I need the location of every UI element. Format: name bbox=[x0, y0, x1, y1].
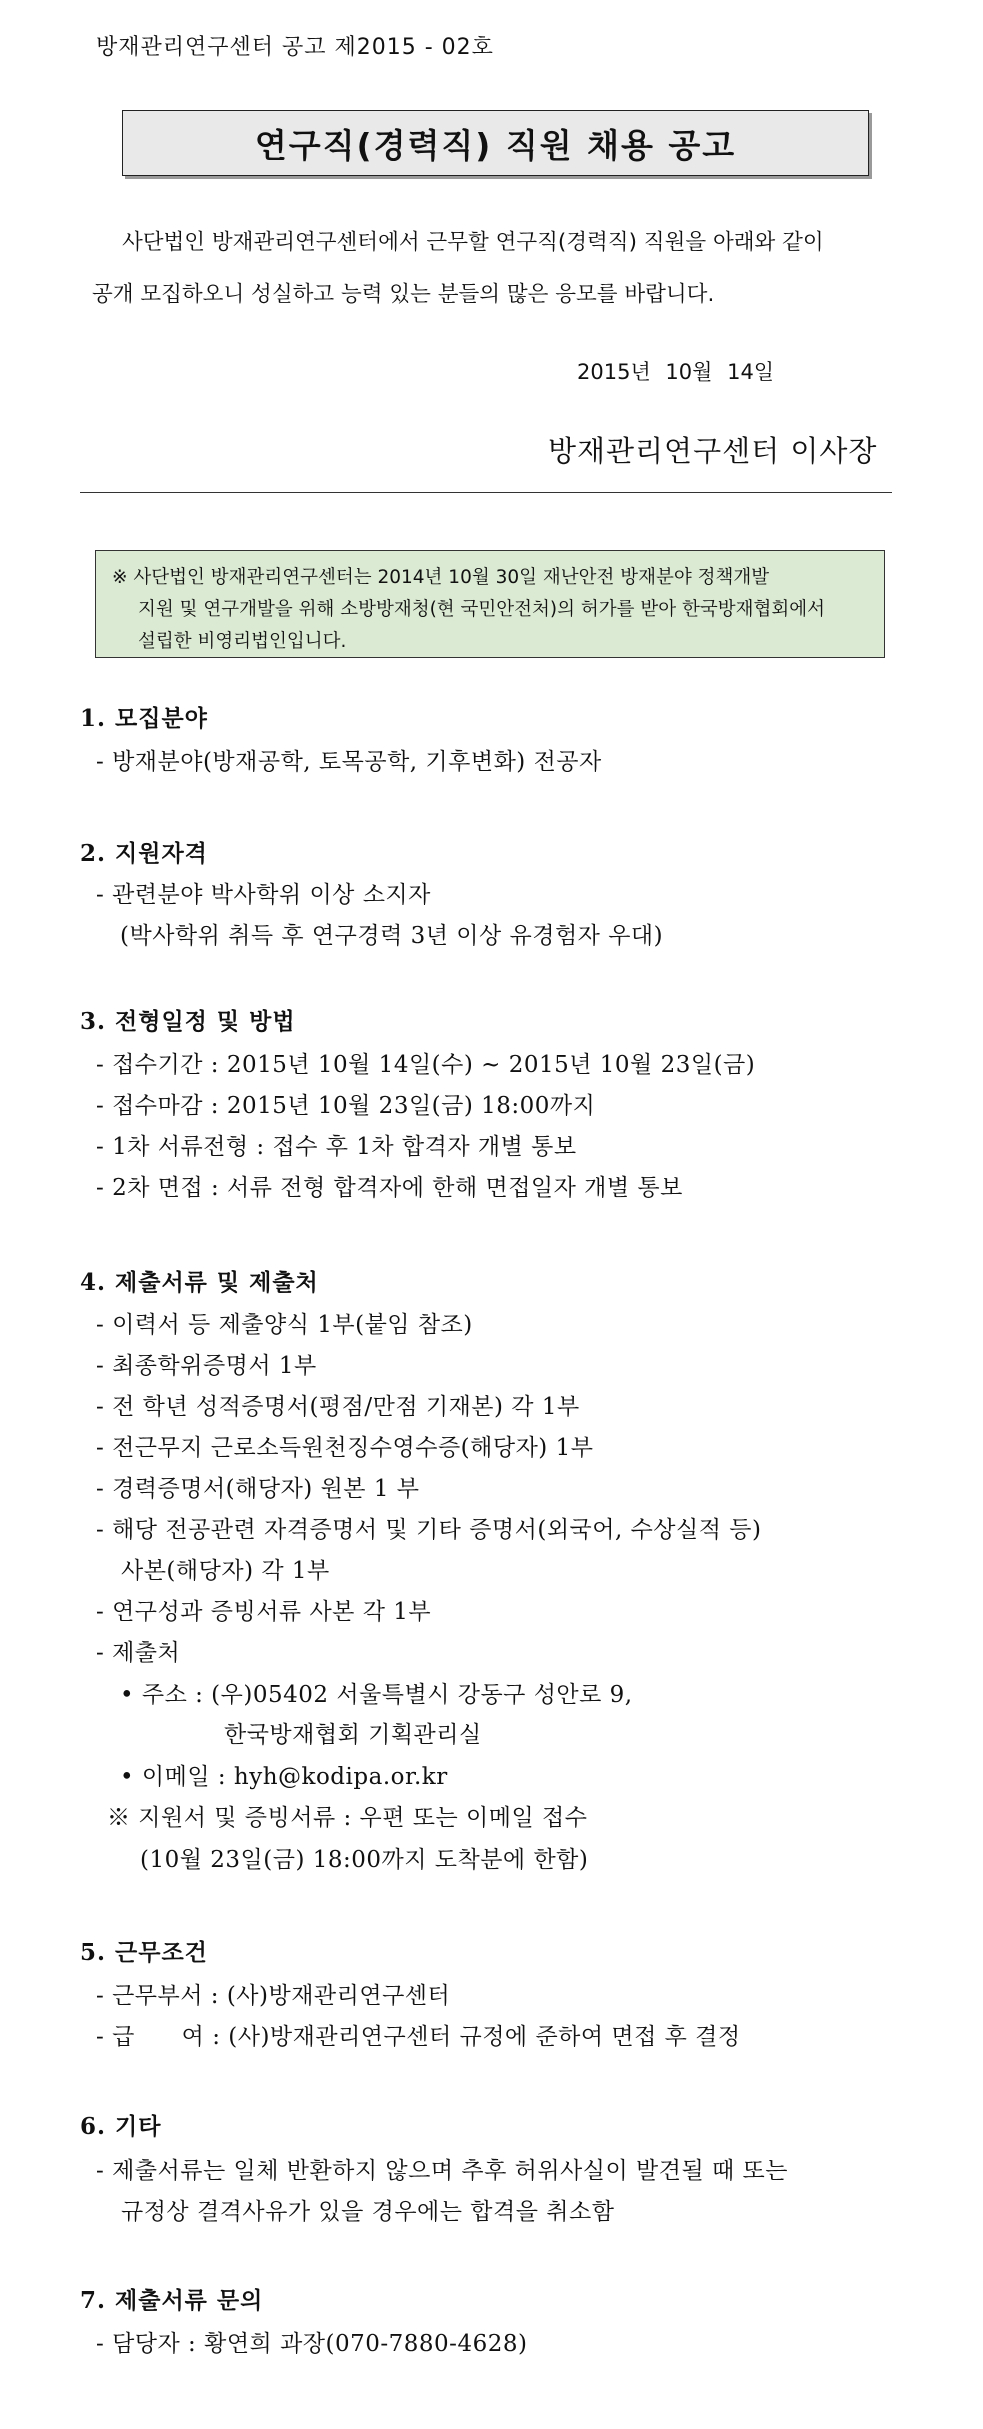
section-item: • 이메일 : hyh@kodipa.or.kr bbox=[120, 1764, 448, 1790]
section-heading-recruitment-field: 1. 모집분야 bbox=[80, 705, 208, 732]
section-item: 한국방재협회 기획관리실 bbox=[224, 1722, 482, 1748]
page-title: 연구직(경력직) 직원 채용 공고 bbox=[254, 125, 737, 165]
section-item: - 근무부서 : (사)방재관리연구센터 bbox=[96, 1983, 451, 2009]
section-item: (박사학위 취득 후 연구경력 3년 이상 유경험자 우대) bbox=[120, 923, 664, 949]
divider bbox=[80, 492, 892, 493]
section-item: (10월 23일(금) 18:00까지 도착분에 한함) bbox=[140, 1847, 589, 1873]
section-item: - 담당자 : 황연희 과장(070-7880-4628) bbox=[96, 2331, 528, 2357]
intro-line-1: 사단법인 방재관리연구센터에서 근무할 연구직(경력직) 직원을 아래와 같이 bbox=[122, 230, 824, 255]
section-heading-inquiry: 7. 제출서류 문의 bbox=[80, 2287, 264, 2314]
intro-line-2: 공개 모집하오니 성실하고 능력 있는 분들의 많은 응모를 바랍니다. bbox=[92, 282, 715, 307]
note-line-2: 지원 및 연구개발을 위해 소방방재청(현 국민안전처)의 허가를 받아 한국방재협회에서 bbox=[138, 599, 825, 620]
section-item: 사본(해당자) 각 1부 bbox=[121, 1558, 330, 1584]
notice-number: 방재관리연구센터 공고 제2015 - 02호 bbox=[96, 35, 494, 60]
note-line-1: ※ 사단법인 방재관리연구센터는 2014년 10월 30일 재난안전 방재분야 정책개발 bbox=[112, 567, 770, 588]
section-item: - 제출처 bbox=[96, 1640, 181, 1666]
section-item: - 관련분야 박사학위 이상 소지자 bbox=[96, 882, 431, 908]
section-item: - 연구성과 증빙서류 사본 각 1부 bbox=[96, 1599, 432, 1625]
section-item: - 해당 전공관련 자격증명서 및 기타 증명서(외국어, 수상실적 등) bbox=[96, 1517, 762, 1543]
section-item: - 제출서류는 일체 반환하지 않으며 추후 허위사실이 발견될 때 또는 bbox=[96, 2158, 788, 2184]
note-line-3: 설립한 비영리법인입니다. bbox=[138, 631, 347, 652]
announcement-date: 2015년 10월 14일 bbox=[577, 360, 775, 384]
section-item: - 방재분야(방재공학, 토목공학, 기후변화) 전공자 bbox=[96, 749, 602, 775]
section-item: 규정상 결격사유가 있을 경우에는 합격을 취소함 bbox=[121, 2199, 615, 2225]
section-heading-documents: 4. 제출서류 및 제출처 bbox=[80, 1269, 319, 1296]
section-item: • 주소 : (우)05402 서울특별시 강동구 성안로 9, bbox=[120, 1682, 633, 1708]
section-item: - 1차 서류전형 : 접수 후 1차 합격자 개별 통보 bbox=[96, 1134, 577, 1160]
section-item: - 전근무지 근로소득원천징수영수증(해당자) 1부 bbox=[96, 1435, 594, 1461]
section-item: - 최종학위증명서 1부 bbox=[96, 1353, 317, 1379]
section-heading-qualifications: 2. 지원자격 bbox=[80, 840, 208, 867]
section-item: - 경력증명서(해당자) 원본 1 부 bbox=[96, 1476, 420, 1502]
section-item: - 접수마감 : 2015년 10월 23일(금) 18:00까지 bbox=[96, 1093, 596, 1119]
section-item: - 접수기간 : 2015년 10월 14일(수) ~ 2015년 10월 23일(금) bbox=[96, 1052, 756, 1078]
section-item: - 급 여 : (사)방재관리연구센터 규정에 준하여 면접 후 결정 bbox=[96, 2024, 741, 2050]
section-item: - 이력서 등 제출양식 1부(붙임 참조) bbox=[96, 1312, 473, 1338]
signer: 방재관리연구센터 이사장 bbox=[548, 434, 878, 468]
title-box bbox=[122, 110, 869, 176]
section-heading-schedule: 3. 전형일정 및 방법 bbox=[80, 1008, 296, 1035]
note-box bbox=[95, 550, 885, 658]
section-heading-other: 6. 기타 bbox=[80, 2113, 162, 2140]
section-heading-conditions: 5. 근무조건 bbox=[80, 1939, 208, 1966]
section-item: - 2차 면접 : 서류 전형 합격자에 한해 면접일자 개별 통보 bbox=[96, 1175, 683, 1201]
section-item: - 전 학년 성적증명서(평점/만점 기재본) 각 1부 bbox=[96, 1394, 580, 1420]
section-item: ※ 지원서 및 증빙서류 : 우편 또는 이메일 접수 bbox=[107, 1805, 588, 1831]
